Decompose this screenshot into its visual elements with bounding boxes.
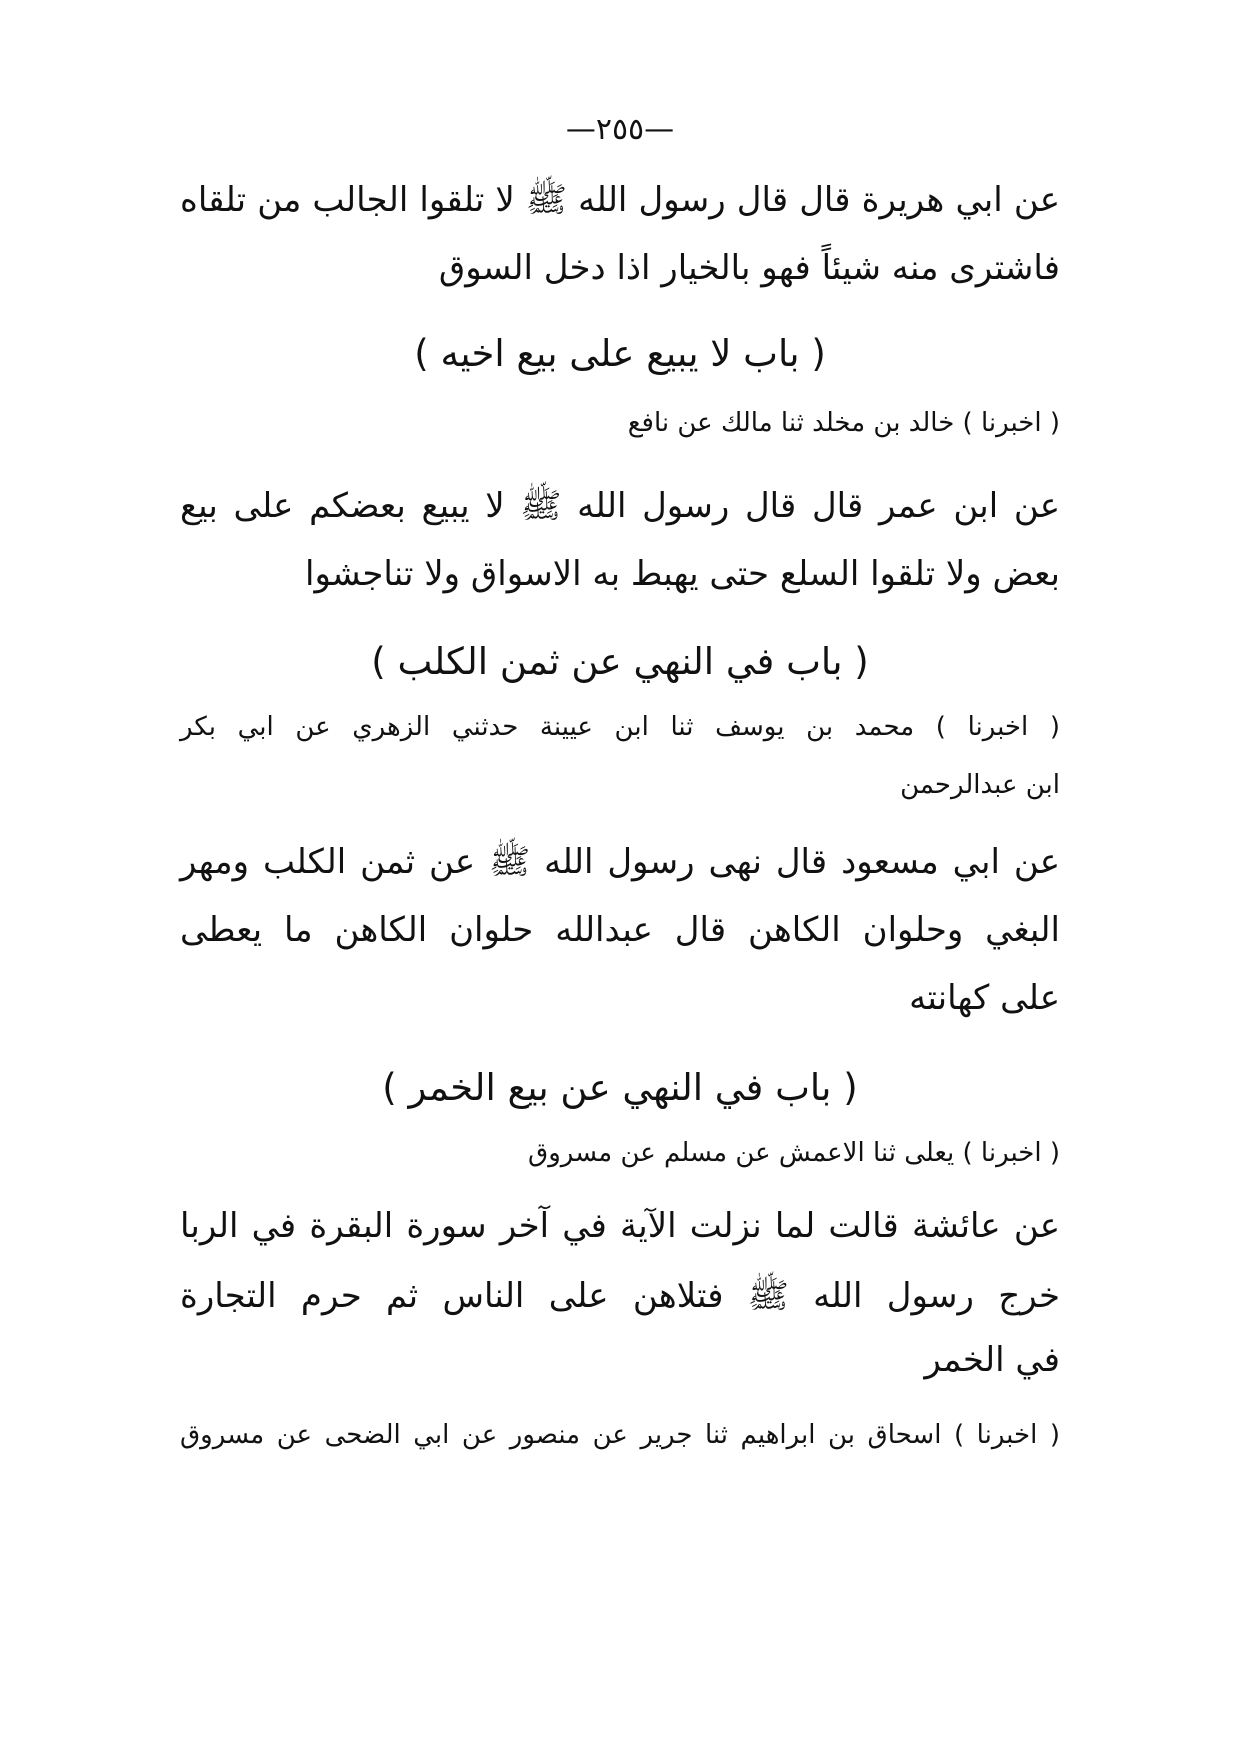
isnad-line: ( اخبرنا ) محمد بن يوسف ثنا ابن عيينة حدثني الزهري عن ابي بكر [180,712,1060,742]
chapter-heading: ( باب لا يبيع على بيع اخيه ) [414,332,826,375]
hadith-text-line: عن ابن عمر قال قال رسول الله ﷺ لا يبيع بعضكم على بيع [180,486,1060,526]
hadith-text-line: على كهانته [909,978,1060,1018]
isnad-line: ( اخبرنا ) خالد بن مخلد ثنا مالك عن نافع [627,408,1060,438]
hadith-text-line: عن عائشة قالت لما نزلت الآية في آخر سورة البقرة في الربا [180,1206,1060,1246]
isnad-line: ( اخبرنا ) اسحاق بن ابراهيم ثنا جرير عن منصور عن ابي الضحى عن مسروق [180,1420,1060,1450]
hadith-text-line: خرج رسول الله ﷺ فتلاهن على الناس ثم حرم التجارة [180,1276,1060,1316]
chapter-heading: ( باب في النهي عن ثمن الكلب ) [371,640,869,683]
isnad-line: ابن عبدالرحمن [900,770,1060,800]
hadith-text-line: فاشترى منه شيئاً فهو بالخيار اذا دخل السوق [438,248,1060,288]
isnad-line: ( اخبرنا ) يعلى ثنا الاعمش عن مسلم عن مسروق [528,1138,1060,1168]
hadith-text-line: بعض ولا تلقوا السلع حتى يهبط به الاسواق ولا تناجشوا [305,554,1060,594]
hadith-text-line: البغي وحلوان الكاهن قال عبدالله حلوان الكاهن ما يعطى [180,910,1060,950]
hadith-text-line: عن ابي مسعود قال نهى رسول الله ﷺ عن ثمن الكلب ومهر [180,842,1060,882]
hadith-text-line: عن ابي هريرة قال قال رسول الله ﷺ لا تلقوا الجالب من تلقاه [180,180,1060,220]
page-number: —٢٥٥— [565,112,675,147]
hadith-text-line: في الخمر [924,1340,1060,1380]
chapter-heading: ( باب في النهي عن بيع الخمر ) [382,1066,858,1109]
